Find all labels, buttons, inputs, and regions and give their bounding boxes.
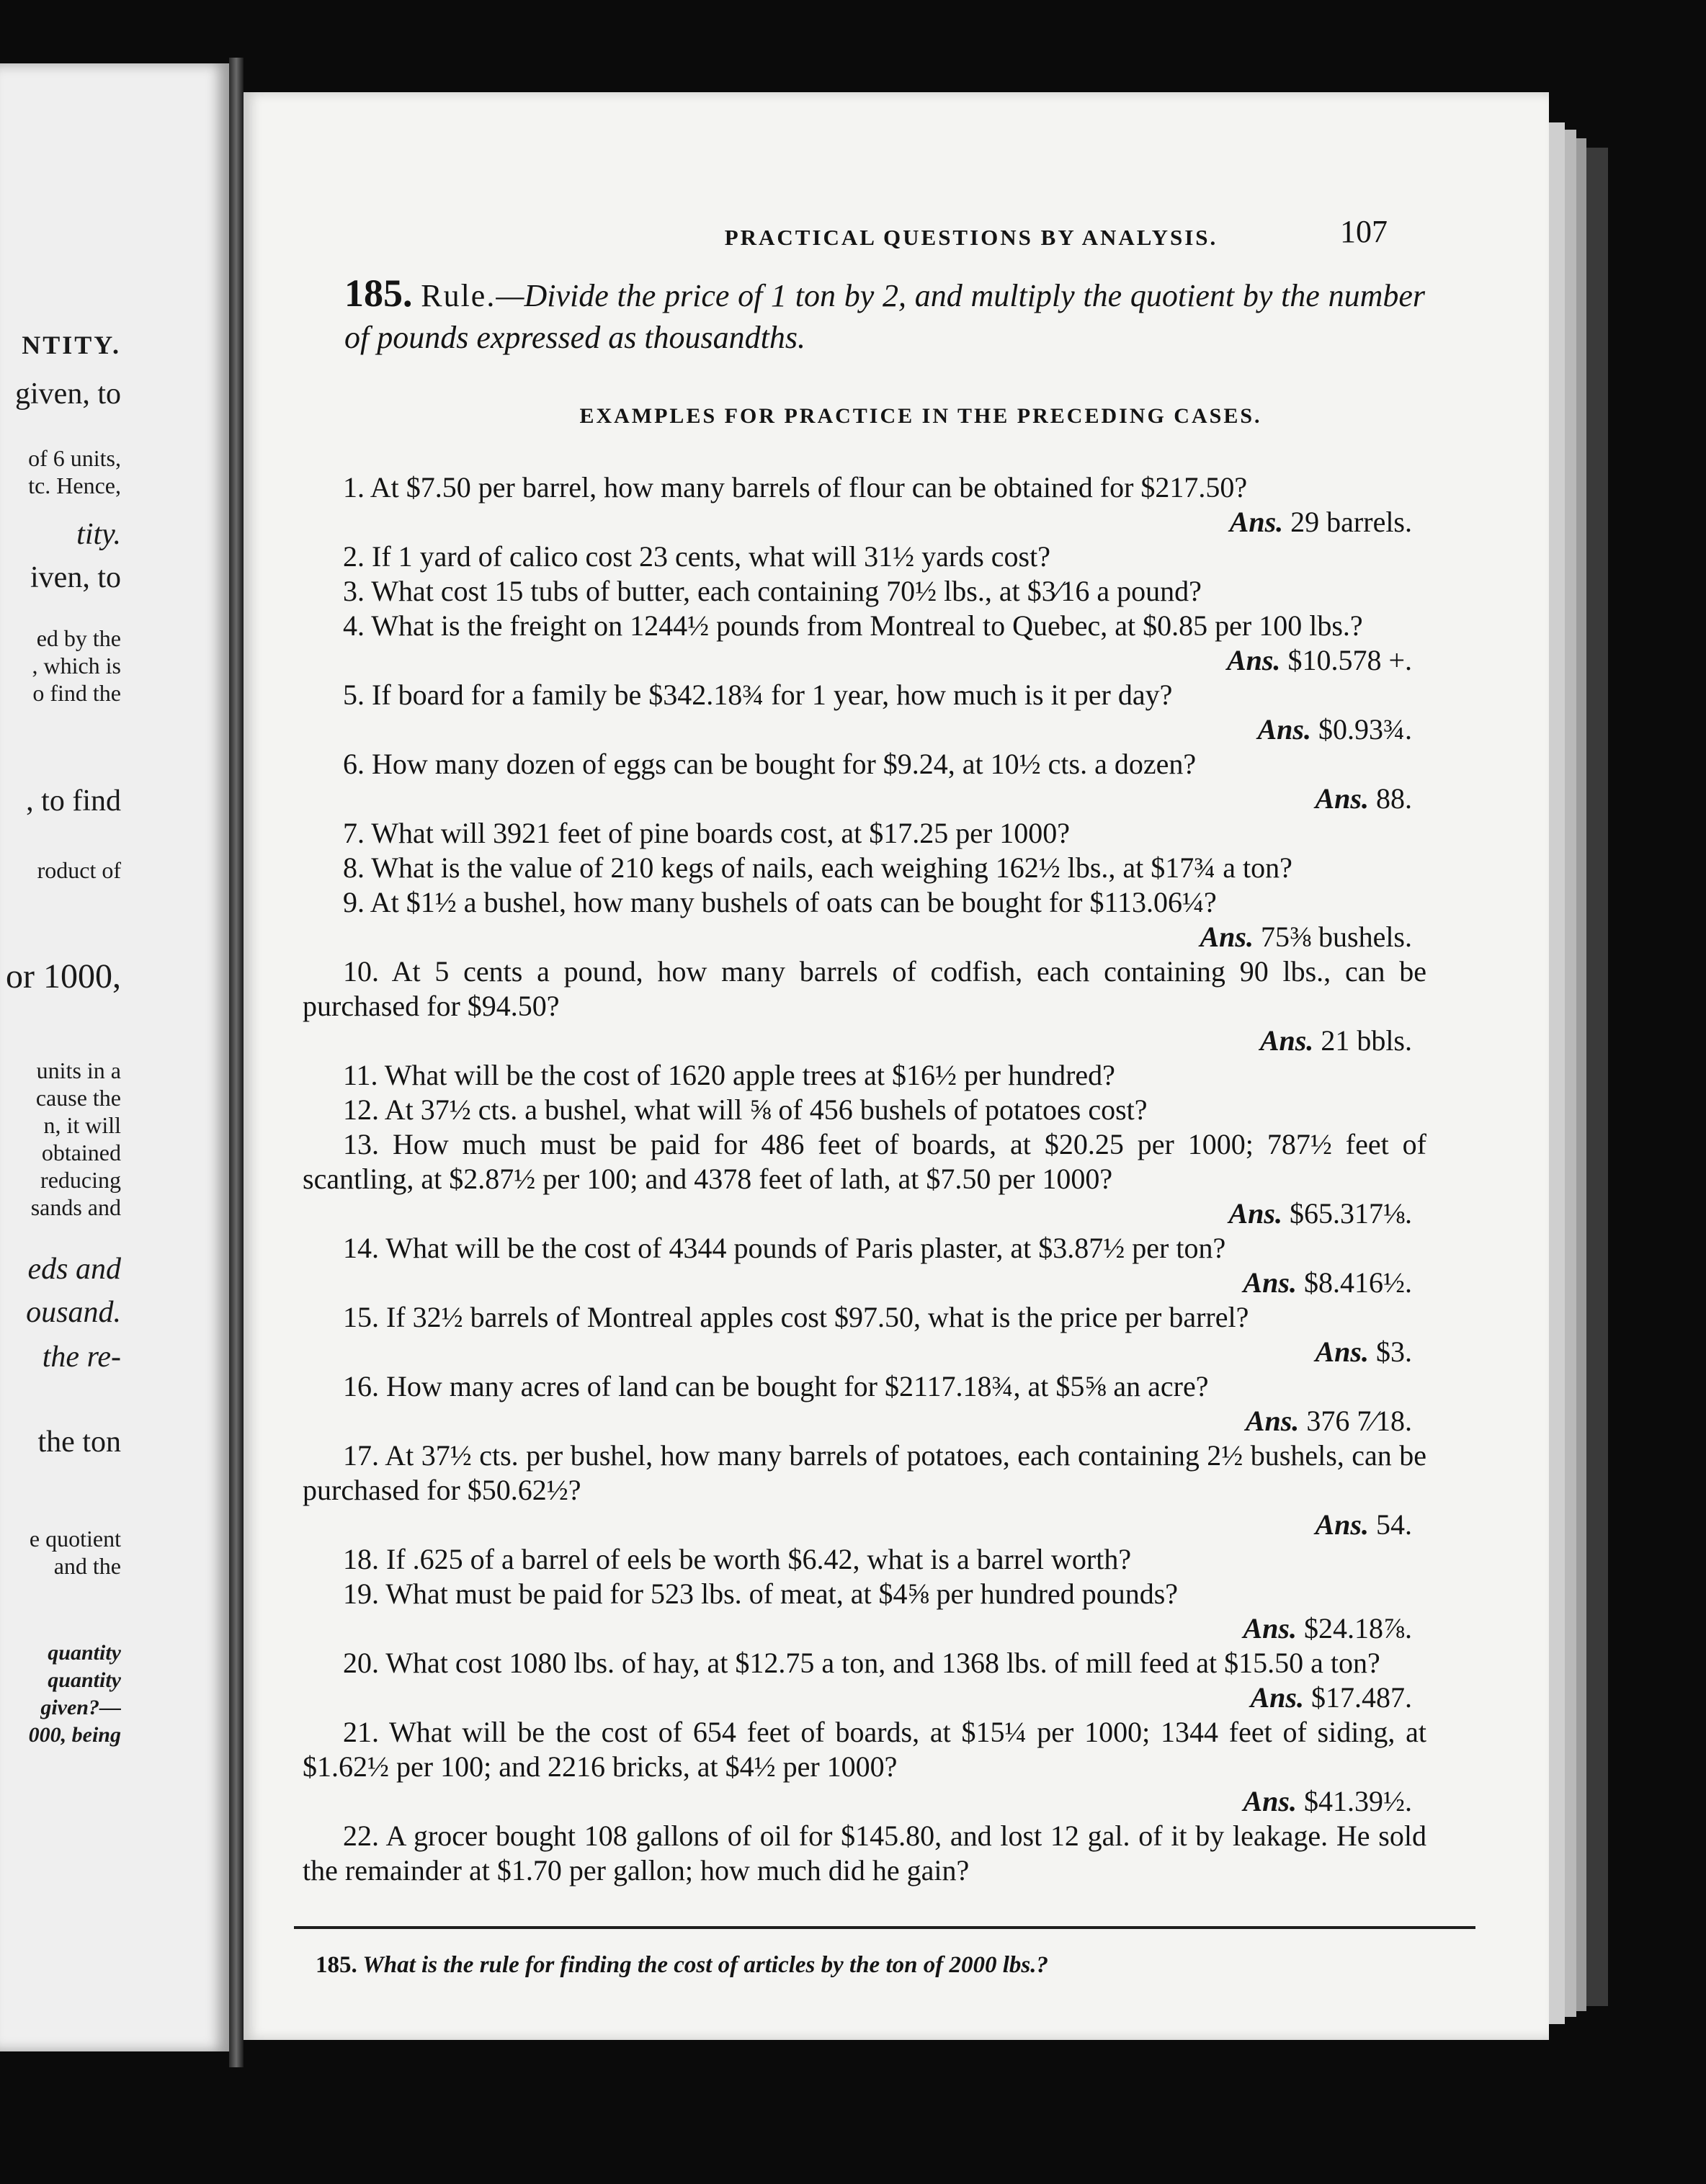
rule-number: 185. bbox=[344, 272, 413, 315]
example-answer bbox=[303, 1335, 1426, 1369]
answer-value: $0.93¾. bbox=[1318, 713, 1412, 746]
footnote-number: 185. bbox=[316, 1952, 357, 1978]
example-item bbox=[303, 609, 1426, 678]
previous-page bbox=[0, 63, 229, 2051]
example-question: 22. A grocer bought 108 gallons of oil for $145.80, and lost 12 gal. of it by leakage. He sold the remainder at $1.70 per gallon; how much did he gain? bbox=[303, 1820, 1426, 1887]
answer-label: Ans. bbox=[1229, 506, 1284, 538]
example-item bbox=[303, 1542, 1426, 1577]
example-answer bbox=[303, 1508, 1426, 1542]
left-page-line: , which is bbox=[32, 653, 121, 679]
left-page-line: roduct of bbox=[37, 857, 121, 883]
left-page-line: reducing bbox=[40, 1167, 121, 1193]
example-question: 8. What is the value of 210 kegs of nails, each weighing 162½ lbs., at $17¾ a ton? bbox=[343, 851, 1292, 884]
left-page-line: tc. Hence, bbox=[28, 473, 121, 498]
left-page-line: cause the bbox=[35, 1085, 121, 1111]
left-page-line: quantity bbox=[48, 1641, 121, 1665]
answer-value: $17.487. bbox=[1311, 1681, 1412, 1714]
answer-value: 21 bbls. bbox=[1321, 1024, 1412, 1057]
example-answer bbox=[303, 1196, 1426, 1231]
example-answer bbox=[303, 1680, 1426, 1715]
example-question: 20. What cost 1080 lbs. of hay, at $12.75 a ton, and 1368 lbs. of mill feed at $15.50 a ton? bbox=[343, 1647, 1380, 1679]
answer-label: Ans. bbox=[1243, 1612, 1297, 1644]
example-question: 17. At 37½ cts. per bushel, how many barrels of potatoes, each containing 2½ bushels, can be purchased for $50.62½? bbox=[303, 1439, 1426, 1506]
left-page-line: n, it will bbox=[43, 1112, 121, 1138]
answer-value: $3. bbox=[1376, 1335, 1412, 1368]
example-item bbox=[303, 1231, 1426, 1300]
answer-value: 376 7⁄18. bbox=[1306, 1405, 1412, 1437]
example-answer bbox=[303, 505, 1426, 540]
left-page-line: , to find bbox=[26, 784, 121, 818]
example-question: 1. At $7.50 per barrel, how many barrels of flour can be obtained for $217.50? bbox=[343, 471, 1248, 504]
example-answer bbox=[303, 1404, 1426, 1438]
answer-label: Ans. bbox=[1245, 1405, 1300, 1437]
example-item bbox=[303, 678, 1426, 747]
answer-label: Ans. bbox=[1226, 644, 1281, 676]
left-page-line: ed by the bbox=[36, 625, 121, 651]
left-page-line: NTITY. bbox=[22, 331, 121, 359]
answer-value: 54. bbox=[1376, 1508, 1412, 1541]
example-answer bbox=[303, 1024, 1426, 1058]
example-item bbox=[303, 1577, 1426, 1646]
example-answer bbox=[303, 920, 1426, 954]
example-question: 19. What must be paid for 523 lbs. of meat, at $4⅝ per hundred pounds? bbox=[343, 1577, 1179, 1610]
answer-value: $10.578 +. bbox=[1287, 644, 1412, 676]
footer-divider bbox=[294, 1926, 1475, 1929]
example-item bbox=[303, 1715, 1426, 1819]
answer-label: Ans. bbox=[1259, 1024, 1314, 1057]
page-number: 107 bbox=[1340, 214, 1388, 249]
answer-label: Ans. bbox=[1315, 782, 1369, 815]
left-page-line: iven, to bbox=[30, 561, 121, 594]
example-answer bbox=[303, 1611, 1426, 1646]
running-head: PRACTICAL QUESTIONS BY ANALYSIS. bbox=[724, 225, 1218, 250]
example-item bbox=[303, 851, 1426, 885]
example-item bbox=[303, 1127, 1426, 1231]
example-question: 13. How much must be paid for 486 feet of boards, at $20.25 per 1000; 787½ feet of scantling, at $2.87½ per 100; and 4378 feet of lath, at $7.50 per 1000? bbox=[303, 1128, 1426, 1195]
left-page-line: eds and bbox=[27, 1253, 121, 1286]
example-question: 7. What will 3921 feet of pine boards cost, at $17.25 per 1000? bbox=[343, 817, 1071, 849]
left-page-line: sands and bbox=[30, 1194, 121, 1220]
example-item bbox=[303, 1300, 1426, 1369]
example-question: 3. What cost 15 tubs of butter, each containing 70½ lbs., at $3⁄16 a pound? bbox=[343, 575, 1202, 607]
answer-label: Ans. bbox=[1250, 1681, 1304, 1714]
example-item bbox=[303, 1819, 1426, 1888]
rule-body: —Divide the price of 1 ton by 2, and multiply the quotient by the number of pounds expressed as thousandths. bbox=[344, 278, 1425, 355]
left-page-line: obtained bbox=[41, 1140, 121, 1165]
left-page-line: ousand. bbox=[26, 1296, 121, 1329]
answer-label: Ans. bbox=[1243, 1266, 1297, 1299]
answer-label: Ans. bbox=[1228, 1197, 1282, 1230]
example-item bbox=[303, 540, 1426, 574]
page-edge bbox=[1565, 130, 1576, 2017]
page-edge bbox=[1576, 138, 1586, 2011]
example-item bbox=[303, 1093, 1426, 1127]
example-answer bbox=[303, 1784, 1426, 1819]
answer-value: 29 barrels. bbox=[1290, 506, 1412, 538]
section-heading: EXAMPLES FOR PRACTICE IN THE PRECEDING CASES. bbox=[579, 404, 1262, 428]
left-page-line: tity. bbox=[76, 518, 121, 551]
book-gutter bbox=[229, 58, 244, 2067]
left-page-line: given, to bbox=[15, 377, 121, 411]
left-page-line: o find the bbox=[32, 680, 121, 706]
answer-value: $8.416½. bbox=[1304, 1266, 1412, 1299]
example-question: 21. What will be the cost of 654 feet of boards, at $15¼ per 1000; 1344 feet of siding, at $1.62½ per 100; and 2216 bricks, at $4½ per 1000? bbox=[303, 1716, 1426, 1783]
left-page-line: quantity bbox=[48, 1668, 121, 1692]
left-page-line: the ton bbox=[37, 1426, 121, 1459]
example-item bbox=[303, 574, 1426, 609]
example-item bbox=[303, 954, 1426, 1058]
left-page-line: or 1000, bbox=[6, 957, 121, 995]
example-answer bbox=[303, 1266, 1426, 1300]
example-item bbox=[303, 747, 1426, 816]
left-page-line: of 6 units, bbox=[28, 445, 121, 471]
example-answer bbox=[303, 782, 1426, 816]
answer-label: Ans. bbox=[1257, 713, 1311, 746]
example-item bbox=[303, 470, 1426, 540]
example-question: 4. What is the freight on 1244½ pounds from Montreal to Quebec, at $0.85 per 100 lbs.? bbox=[343, 609, 1363, 642]
example-question: 15. If 32½ barrels of Montreal apples cost $97.50, what is the price per barrel? bbox=[343, 1301, 1249, 1333]
rule-paragraph bbox=[344, 272, 1425, 359]
answer-value: $41.39½. bbox=[1304, 1785, 1412, 1817]
answer-value: 75⅜ bushels. bbox=[1261, 921, 1412, 953]
answer-value: $24.18⅞. bbox=[1304, 1612, 1412, 1644]
example-item bbox=[303, 1058, 1426, 1093]
answer-label: Ans. bbox=[1315, 1508, 1369, 1541]
answer-value: $65.317⅛. bbox=[1290, 1197, 1412, 1230]
example-question: 2. If 1 yard of calico cost 23 cents, what will 31½ yards cost? bbox=[343, 540, 1050, 573]
left-page-line: the re- bbox=[42, 1341, 121, 1374]
left-page-line: and the bbox=[53, 1553, 121, 1579]
example-question: 10. At 5 cents a pound, how many barrels of codfish, each containing 90 lbs., can be purchased for $94.50? bbox=[303, 955, 1426, 1022]
book-cover-edge bbox=[1586, 148, 1608, 2006]
example-question: 16. How many acres of land can be bought for $2117.18¾, at $5⅝ an acre? bbox=[343, 1370, 1209, 1402]
answer-label: Ans. bbox=[1243, 1785, 1297, 1817]
example-item bbox=[303, 1369, 1426, 1438]
example-answer bbox=[303, 643, 1426, 678]
footnote-text: What is the rule for finding the cost of articles by the ton of 2000 lbs.? bbox=[362, 1952, 1048, 1978]
answer-label: Ans. bbox=[1200, 921, 1254, 953]
rule-label: Rule. bbox=[421, 278, 496, 313]
example-question: 9. At $1½ a bushel, how many bushels of oats can be bought for $113.06¼? bbox=[343, 886, 1217, 918]
example-question: 11. What will be the cost of 1620 apple trees at $16½ per hundred? bbox=[343, 1059, 1115, 1091]
example-answer bbox=[303, 712, 1426, 747]
example-item bbox=[303, 885, 1426, 954]
left-page-line: e quotient bbox=[29, 1526, 121, 1552]
example-item bbox=[303, 1438, 1426, 1542]
left-page-line: units in a bbox=[36, 1057, 121, 1083]
example-question: 14. What will be the cost of 4344 pounds of Paris plaster, at $3.87½ per ton? bbox=[343, 1232, 1226, 1264]
example-item bbox=[303, 816, 1426, 851]
example-question: 6. How many dozen of eggs can be bought for $9.24, at 10½ cts. a dozen? bbox=[343, 748, 1197, 780]
left-page-line: 000, being bbox=[28, 1723, 121, 1747]
example-item bbox=[303, 1646, 1426, 1715]
page-edge bbox=[1549, 122, 1565, 2024]
left-page-line: given?— bbox=[40, 1696, 121, 1719]
answer-label: Ans. bbox=[1315, 1335, 1369, 1368]
examples-list bbox=[303, 470, 1426, 1888]
example-question: 12. At 37½ cts. a bushel, what will ⅝ of 456 bushels of potatoes cost? bbox=[343, 1093, 1148, 1126]
book-page bbox=[244, 92, 1549, 2040]
footnote bbox=[316, 1952, 1468, 1979]
example-question: 18. If .625 of a barrel of eels be worth $6.42, what is a barrel worth? bbox=[343, 1543, 1132, 1575]
answer-value: 88. bbox=[1376, 782, 1412, 815]
example-question: 5. If board for a family be $342.18¾ for 1 year, how much is it per day? bbox=[343, 679, 1173, 711]
